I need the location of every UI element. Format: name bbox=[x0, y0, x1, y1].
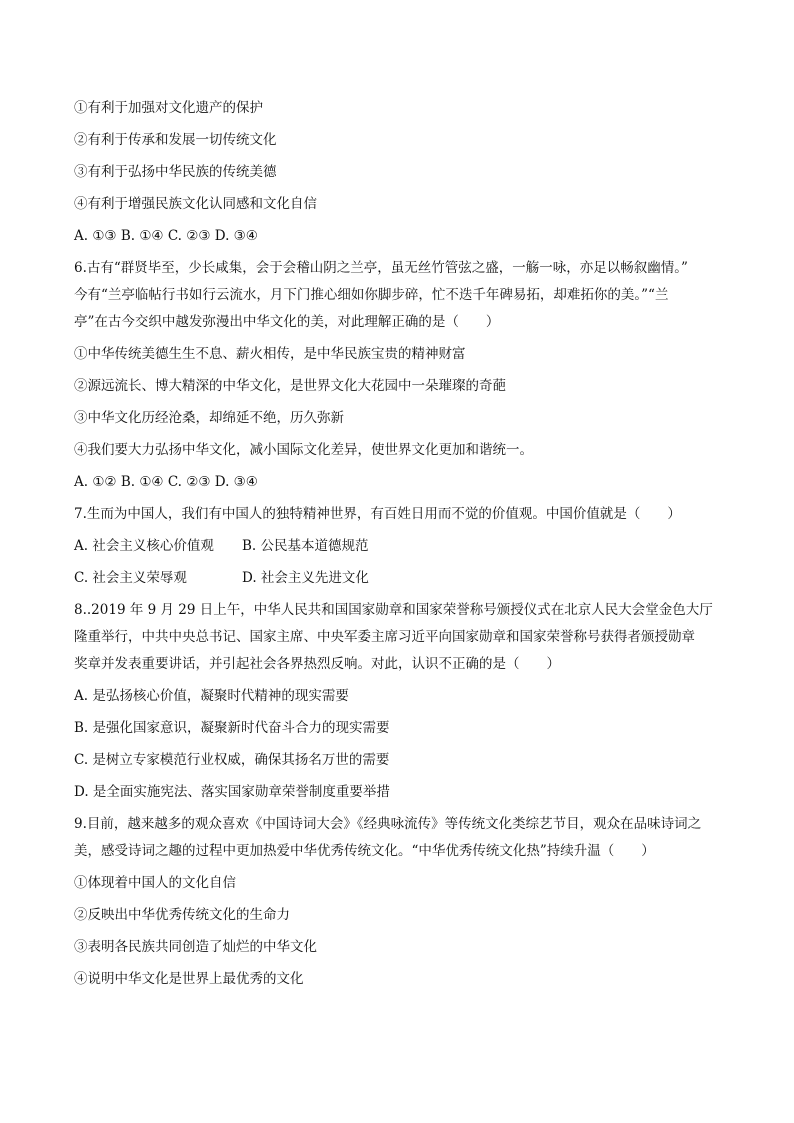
q7-options-row-2 bbox=[74, 568, 724, 588]
q7-option-b: B. 公民基本道德规范 bbox=[242, 538, 369, 554]
q7-option-a: A. 社会主义核心价值观 bbox=[74, 538, 214, 554]
q6-stem-line-2: 今有“兰亭临帖行书如行云流水，月下门推心细如你脚步碎，忙不迭千年碑易拓，却难拓你的美。”“兰 bbox=[74, 287, 669, 303]
q7-options-row-1 bbox=[74, 536, 724, 556]
document-page bbox=[74, 98, 724, 1001]
q6-stem-line-3: 亭”在古今交织中越发弥漫出中华文化的美，对此理解正确的是（ ） bbox=[74, 314, 500, 330]
q9-item-4: ④说明中华文化是世界上最优秀的文化 bbox=[74, 971, 304, 987]
q9-item-3: ③表明各民族共同创造了灿烂的中华文化 bbox=[74, 939, 317, 955]
q6-stem-line-1: 6.古有“群贤毕至，少长咸集，会于会稽山阴之兰亭，虽无丝竹管弦之盛，一觞一咏，亦足以畅叙幽情。” bbox=[74, 260, 688, 276]
q8-stem-line-2: 隆重举行，中共中央总书记、国家主席、中央军委主席习近平向国家勋章和国家荣誉称号获得者颁授勋章 bbox=[74, 629, 695, 645]
q9-stem-line-2: 美，感受诗词之趣的过程中更加热爱中华优秀传统文化。“中华优秀传统文化热”持续升温（ ） bbox=[74, 843, 655, 859]
q5-item-2: ②有利于传承和发展一切传统文化 bbox=[74, 132, 277, 148]
q7-option-d: D. 社会主义先进文化 bbox=[242, 570, 369, 586]
q6-item-1: ①中华传统美德生生不息、薪火相传，是中华民族宝贵的精神财富 bbox=[74, 346, 466, 362]
q7-option-c: C. 社会主义荣辱观 bbox=[74, 570, 187, 586]
q6-item-4: ④我们要大力弘扬中华文化，减小国际文化差异，使世界文化更加和谐统一。 bbox=[74, 442, 533, 458]
q8-option-a: A. 是弘扬核心价值，凝聚时代精神的现实需要 bbox=[74, 688, 349, 704]
q6-options: A. ①② B. ①④ C. ②③ D. ③④ bbox=[74, 474, 258, 490]
q5-options: A. ①③ B. ①④ C. ②③ D. ③④ bbox=[74, 228, 258, 244]
q8-option-c: C. 是树立专家模范行业权威，确保其扬名万世的需要 bbox=[74, 752, 390, 768]
q9-item-1: ①体现着中国人的文化自信 bbox=[74, 875, 236, 891]
q8-option-d: D. 是全面实施宪法、落实国家勋章荣誉制度重要举措 bbox=[74, 784, 390, 800]
q6-item-2: ②源远流长、博大精深的中华文化，是世界文化大花园中一朵璀璨的奇葩 bbox=[74, 378, 506, 394]
q5-item-4: ④有利于增强民族文化认同感和文化自信 bbox=[74, 196, 317, 212]
q8-option-b: B. 是强化国家意识，凝聚新时代奋斗合力的现实需要 bbox=[74, 720, 390, 736]
q8-stem-line-1: 8..2019 年 9 月 29 日上午，中华人民共和国国家勋章和国家荣誉称号颁授仪式在北京人民大会堂金色大厅 bbox=[74, 602, 713, 618]
q8-stem-line-3: 奖章并发表重要讲话，并引起社会各界热烈反响。对此，认识不正确的是（ ） bbox=[74, 656, 560, 672]
q9-item-2: ②反映出中华优秀传统文化的生命力 bbox=[74, 907, 290, 923]
q5-item-1: ①有利于加强对文化遗产的保护 bbox=[74, 100, 263, 116]
q7-stem: 7.生而为中国人，我们有中国人的独特精神世界，有百姓日用而不觉的价值观。中国价值就是（ ） bbox=[74, 506, 681, 522]
q9-stem-line-1: 9.目前，越来越多的观众喜欢《中国诗词大会》《经典咏流传》等传统文化类综艺节目，观众在品味诗词之 bbox=[74, 816, 702, 832]
q5-item-3: ③有利于弘扬中华民族的传统美德 bbox=[74, 164, 277, 180]
q6-item-3: ③中华文化历经沧桑，却绵延不绝，历久弥新 bbox=[74, 410, 344, 426]
